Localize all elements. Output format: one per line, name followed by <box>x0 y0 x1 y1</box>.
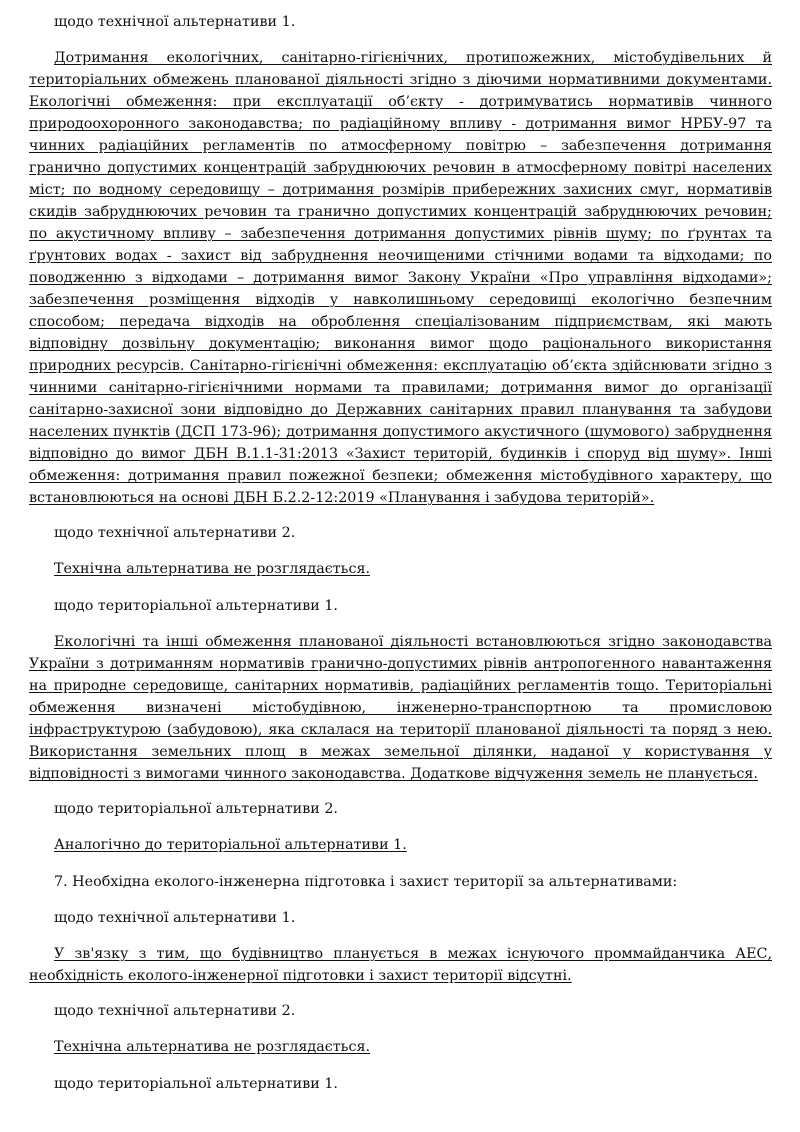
body-paragraph: Технічна альтернатива не розглядається. <box>54 1039 371 1055</box>
section-heading: 7. Необхідна еколого-інженерна підготовка і захист території за альтернативами: <box>54 874 678 890</box>
section-label: щодо технічної альтернативи 2. <box>54 1003 296 1019</box>
section-label: щодо технічної альтернативи 1. <box>54 910 296 926</box>
body-paragraph: Аналогічно до територіальної альтернативи 1. <box>54 837 407 853</box>
section-label: щодо технічної альтернативи 1. <box>54 14 296 30</box>
body-paragraph: У зв'язку з тим, що будівництво планується в межах існуючого проммайданчика АЕС, необхідність еколого-інженерної підготовки і захист території відсутні. <box>29 946 772 984</box>
section-label: щодо територіальної альтернативи 2. <box>54 801 338 817</box>
body-paragraph: Технічна альтернатива не розглядається. <box>54 561 371 577</box>
section-label: щодо територіальної альтернативи 1. <box>54 598 338 614</box>
section-label: щодо територіальної альтернативи 1. <box>54 1076 338 1092</box>
body-paragraph: Екологічні та інші обмеження планованої діяльності встановлюються згідно законодавства України з дотриманням нормативів гранично-допустимих рівнів антропогенного навантаження на природне середовище, санітарних нормативів, радіаційних регламентів тощо. Територіальні обмеження визначені містобудівною, інженерно-транспортною та промисловою інфраструктурою (забудовою), яка склалася на території планованої діяльності та поряд з нею. Використання земельних площ в межах земельної ділянки, наданої у користування у відповідності з вимогами чинного законодавства. Додаткове відчуження земель не планується. <box>29 634 772 782</box>
section-label: щодо технічної альтернативи 2. <box>54 525 296 541</box>
body-paragraph: Дотримання екологічних, санітарно-гігієнічних, протипожежних, містобудівельних й територіальних обмежень планованої діяльності згідно з діючими нормативними документами. Екологічні обмеження: при експлуатації об’єкту - дотримуватись нормативів чинного природоохоронного законодавства; по радіаційному впливу - дотримання вимог НРБУ-97 та чинних радіаційних регламентів по атмосферному повітрю – забезпечення дотримання гранично допустимих концентрацій забруднюючих речовин в атмосферному повітрі населених міст; по водному середовищу – дотримання розмірів прибережних захисних смуг, нормативів скидів забруднюючих речовин та гранично допустимих концентрацій забруднюючих речовин; по акустичному впливу – забезпечення дотримання допустимих рівнів шуму; по ґрунтах та ґрунтових водах - захист від забруднення неочищеними стічними водами та відходами; по поводженню з відходами – дотримання вимог Закону України «Про управління відходами»; забезпечення розміщення відходів у навколишньому середовищі екологічно безпечним способом; передача відходів на оброблення спеціалізованим підприємствам, які мають відповідну дозвільну документацію; виконання вимог щодо раціонального використання природних ресурсів. Санітарно-гігієнічні обмеження: експлуатацію об’єкта здійснювати згідно з чинними санітарно-гігієнічними нормами та правилами; дотримання вимог до організації санітарно-захисної зони відповідно до Державних санітарних правил планування та забудови населених пунктів (ДСП 173-96); дотримання допустимого акустичного (шумового) забруднення відповідно до вимог ДБН В.1.1-31:2013 «Захист територій, будинків і споруд від шуму». Інші обмеження: дотримання правил пожежної безпеки; обмеження містобудівного характеру, що встановлюються на основі ДБН Б.2.2-12:2019 «Планування і забудова територій». <box>29 50 772 506</box>
